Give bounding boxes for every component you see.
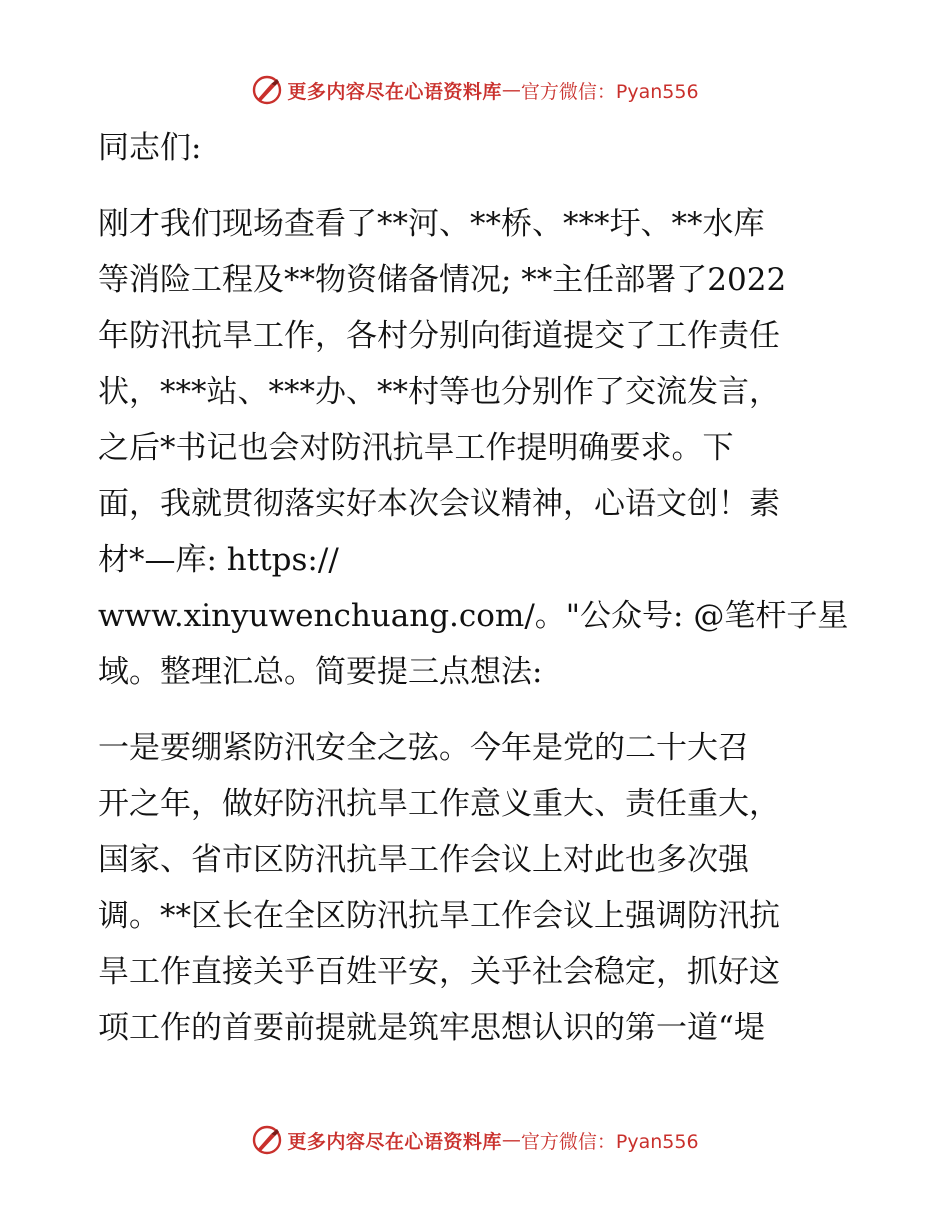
pen-logo-icon <box>251 74 283 106</box>
banner-text: 更多内容尽在心语资料库 <box>287 80 502 103</box>
text-line: 开之年，做好防汛抗旱工作意义重大、责任重大， <box>98 786 780 822</box>
greeting <box>98 120 858 176</box>
text-line: 年防汛抗旱工作，各村分别向街道提交了工作责任 <box>98 318 780 354</box>
text-line: 材*—库: https:// <box>98 542 339 578</box>
text-line: 一是要绷紧防汛安全之弦。今年是党的二十大召 <box>98 730 749 766</box>
greeting-line: 同志们: <box>98 130 202 166</box>
banner-dash: — <box>501 79 521 101</box>
banner-text: 更多内容尽在心语资料库 <box>287 1130 502 1153</box>
paragraph-1 <box>98 196 858 700</box>
banner-dash: — <box>501 1129 521 1151</box>
banner-wechat: 官方微信：Pyan556 <box>520 1130 699 1153</box>
text-line: 等消险工程及**物资储备情况; **主任部署了2022 <box>98 262 787 298</box>
banner-wechat: 官方微信：Pyan556 <box>520 80 699 103</box>
text-line: 调。**区长在全区防汛抗旱工作会议上强调防汛抗 <box>98 898 780 934</box>
text-line: 状，***站、***办、**村等也分别作了交流发言， <box>98 374 780 410</box>
text-line: 刚才我们现场查看了**河、**桥、***圩、**水库 <box>98 206 765 242</box>
header-banner <box>0 70 950 110</box>
pen-logo-icon <box>251 1124 283 1156</box>
text-line: 旱工作直接关乎百姓平安，关乎社会稳定，抓好这 <box>98 954 780 990</box>
text-line: 国家、省市区防汛抗旱工作会议上对此也多次强 <box>98 842 749 878</box>
text-line: 之后*书记也会对防汛抗旱工作提明确要求。下 <box>98 430 734 466</box>
text-line: 域。整理汇总。简要提三点想法: <box>98 654 543 690</box>
text-line: 面，我就贯彻落实好本次会议精神，心语文创！素 <box>98 486 780 522</box>
footer-banner <box>0 1120 950 1160</box>
text-line: 项工作的首要前提就是筑牢思想认识的第一道“堤 <box>98 1010 765 1046</box>
text-line: www.xinyuwenchuang.com/。"公众号: @笔杆子星 <box>98 598 849 634</box>
document-body <box>98 120 858 1056</box>
paragraph-2 <box>98 720 858 1056</box>
